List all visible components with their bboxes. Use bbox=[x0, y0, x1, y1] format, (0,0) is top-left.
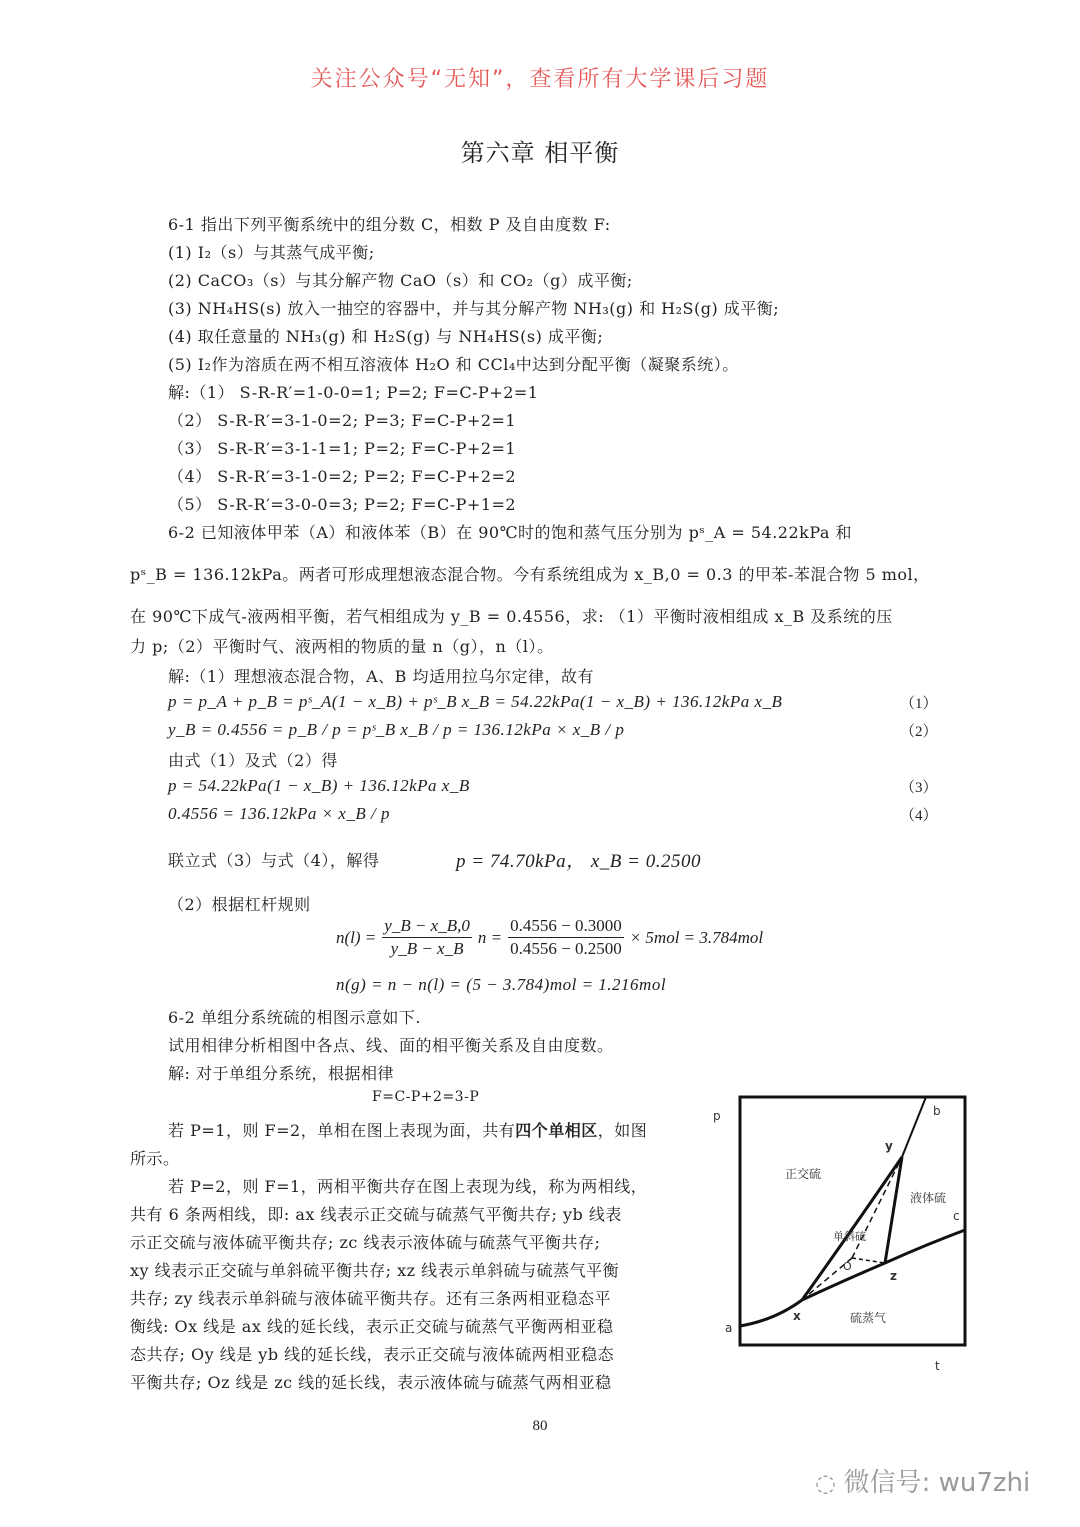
chapter-title: 第六章 相平衡 bbox=[460, 139, 620, 167]
equation-number: （2） bbox=[900, 724, 938, 740]
fraction-numerator: 0.4556 − 0.3000 bbox=[508, 916, 624, 938]
point-b: b bbox=[933, 1104, 941, 1118]
point-c: c bbox=[953, 1209, 960, 1223]
equation-3: p = 54.22kPa(1 − x_B) + 136.12kPa x_B bbox=[168, 776, 470, 795]
lever-rule-equation bbox=[336, 916, 763, 959]
equation-2: y_B = 0.4556 = p_B / p = pˢ_B x_B / p = 136.12kPa × x_B / p bbox=[168, 720, 625, 739]
paragraph-line: 示正交硫与液体硫平衡共存; zc 线表示液体硫与硫蒸气平衡共存; bbox=[130, 1233, 601, 1252]
problem-line: 力 p;（2）平衡时气、液两相的物质的量 n（g），n（l）。 bbox=[130, 637, 554, 656]
solution-line: （3） S-R-R′=3-1-1=1; P=2; F=C-P+2=1 bbox=[168, 439, 517, 458]
equation-number: （3） bbox=[900, 780, 938, 796]
paragraph-line: 态共存; Oy 线是 yb 线的延长线，表示正交硫与液体硫两相亚稳态 bbox=[130, 1345, 615, 1364]
phase-rule: F=C-P+2=3-P bbox=[372, 1089, 480, 1105]
solution-line: 解: 对于单组分系统，根据相律 bbox=[168, 1064, 394, 1083]
page-number: 80 bbox=[532, 1418, 548, 1434]
fraction bbox=[382, 916, 472, 959]
problem-6-2: 6-2 已知液体甲苯（A）和液体苯（B）在 90℃时的饱和蒸气压分别为 pˢ_A = 54.22kPa 和 bbox=[168, 523, 853, 542]
paragraph-line bbox=[168, 1118, 647, 1141]
result: p = 74.70kPa， x_B = 0.2500 bbox=[456, 851, 701, 872]
equation-number: （4） bbox=[900, 808, 938, 824]
problem-line: (2) CaCO₃（s）与其分解产物 CaO（s）和 CO₂（g）成平衡; bbox=[168, 271, 633, 290]
line-Oz bbox=[852, 1258, 885, 1263]
fraction-numerator: y_B − x_B,0 bbox=[382, 916, 472, 938]
problem-heading: 6-2 单组分系统硫的相图示意如下. bbox=[168, 1008, 421, 1027]
point-y: y bbox=[885, 1139, 893, 1153]
axis-label-t: t bbox=[935, 1359, 940, 1373]
fraction-denominator: y_B − x_B bbox=[390, 939, 464, 958]
point-O: O bbox=[843, 1260, 852, 1273]
solution-line: （5） S-R-R′=3-0-0=3; P=2; F=C-P+1=2 bbox=[168, 495, 517, 514]
line-yb bbox=[902, 1097, 926, 1157]
problem-line: pˢ_B = 136.12kPa。两者可形成理想液态混合物。今有系统组成为 x_B,0 = 0.3 的甲苯-苯混合物 5 mol， bbox=[130, 565, 930, 584]
axis-label-p: p bbox=[713, 1109, 721, 1123]
paragraph-line: 若 P=2，则 F=1，两相平衡共存在图上表现为线，称为两相线， bbox=[168, 1177, 648, 1196]
point-x: x bbox=[793, 1309, 801, 1323]
lever-mid: n = bbox=[477, 927, 503, 947]
paragraph-line: xy 线表示正交硫与单斜硫平衡共存; xz 线表示单斜硫与硫蒸气平衡 bbox=[130, 1261, 620, 1280]
problem-6-1: 6-1 指出下列平衡系统中的组分数 C，相数 P 及自由度数 F: bbox=[168, 215, 611, 234]
point-z: z bbox=[890, 1269, 897, 1283]
equation-number: （1） bbox=[900, 696, 938, 712]
problem-line: (3) NH₄HS(s) 放入一抽空的容器中，并与其分解产物 NH₃(g) 和 H₂S(g) 成平衡; bbox=[168, 299, 780, 318]
bold-text: 四个单相区 bbox=[515, 1121, 598, 1140]
text: 若 P=1，则 F=2，单相在图上表现为面，共有 bbox=[168, 1121, 516, 1140]
equation-1: p = p_A + p_B = pˢ_A(1 − x_B) + pˢ_B x_B = 54.22kPa(1 − x_B) + 136.12kPa x_B bbox=[168, 692, 783, 711]
fraction bbox=[508, 916, 624, 959]
region-liquid: 液体硫 bbox=[910, 1191, 947, 1205]
region-vapor: 硫蒸气 bbox=[850, 1311, 887, 1325]
solution-line: 解:（1） S-R-R′=1-0-0=1; P=2; F=C-P+2=1 bbox=[168, 383, 539, 402]
watermark: 关注公众号“无知”，查看所有大学课后习题 bbox=[310, 67, 770, 92]
region-orthorhombic: 正交硫 bbox=[785, 1167, 822, 1181]
problem-line: 试用相律分析相图中各点、线、面的相平衡关系及自由度数。 bbox=[168, 1036, 614, 1055]
solution-line: （2） S-R-R′=3-1-0=2; P=3; F=C-P+2=1 bbox=[168, 411, 517, 430]
solution-line: （4） S-R-R′=3-1-0=2; P=2; F=C-P+2=2 bbox=[168, 467, 517, 486]
wechat-id-watermark bbox=[815, 1462, 1030, 1499]
text: ，如图 bbox=[597, 1121, 648, 1140]
solution-line: （2）根据杠杆规则 bbox=[168, 895, 311, 914]
fraction-denominator: 0.4556 − 0.2500 bbox=[510, 939, 622, 958]
solution-line: 由式（1）及式（2）得 bbox=[168, 751, 338, 770]
paragraph-line: 共存; zy 线表示单斜硫与液体硫平衡共存。还有三条两相亚稳态平 bbox=[130, 1289, 612, 1308]
diagram-frame bbox=[740, 1097, 965, 1345]
paragraph-line: 衡线: Ox 线是 ax 线的延长线，表示正交硫与硫蒸气平衡两相亚稳 bbox=[130, 1317, 614, 1336]
lever-rhs: × 5mol = 3.784mol bbox=[629, 927, 764, 947]
problem-line: (1) I₂（s）与其蒸气成平衡; bbox=[168, 243, 375, 262]
equation-4: 0.4556 = 136.12kPa × x_B / p bbox=[168, 804, 391, 823]
lever-lhs: n(l) = bbox=[336, 927, 377, 947]
equation-ng: n(g) = n − n(l) = (5 − 3.784)mol = 1.216mol bbox=[336, 975, 667, 994]
solution-line: 解:（1）理想液态混合物，A、B 均适用拉乌尔定律，故有 bbox=[168, 667, 594, 686]
problem-line: 在 90℃下成气-液两相平衡，若气相组成为 y_B = 0.4556，求: （1）平衡时液相组成 x_B 及系统的压 bbox=[130, 607, 893, 626]
paragraph-line: 所示。 bbox=[130, 1149, 180, 1168]
problem-line: (5) I₂作为溶质在两不相互溶液体 H₂O 和 CCl₄中达到分配平衡（凝聚系统）。 bbox=[168, 355, 739, 374]
wechat-icon: ◌ bbox=[815, 1469, 844, 1497]
solution-line: 联立式（3）与式（4），解得 bbox=[168, 851, 380, 870]
paragraph-line: 平衡共存; Oz 线是 zc 线的延长线，表示液体硫与硫蒸气两相亚稳 bbox=[130, 1373, 612, 1392]
region-monoclinic: 单斜硫 bbox=[833, 1230, 866, 1243]
sulfur-phase-diagram bbox=[705, 1090, 985, 1380]
wechat-text: 微信号: wu7zhi bbox=[843, 1468, 1031, 1498]
point-a: a bbox=[725, 1321, 733, 1335]
problem-line: (4) 取任意量的 NH₃(g) 和 H₂S(g) 与 NH₄HS(s) 成平衡; bbox=[168, 327, 604, 346]
paragraph-line: 共有 6 条两相线，即: ax 线表示正交硫与硫蒸气平衡共存; yb 线表 bbox=[130, 1205, 622, 1224]
